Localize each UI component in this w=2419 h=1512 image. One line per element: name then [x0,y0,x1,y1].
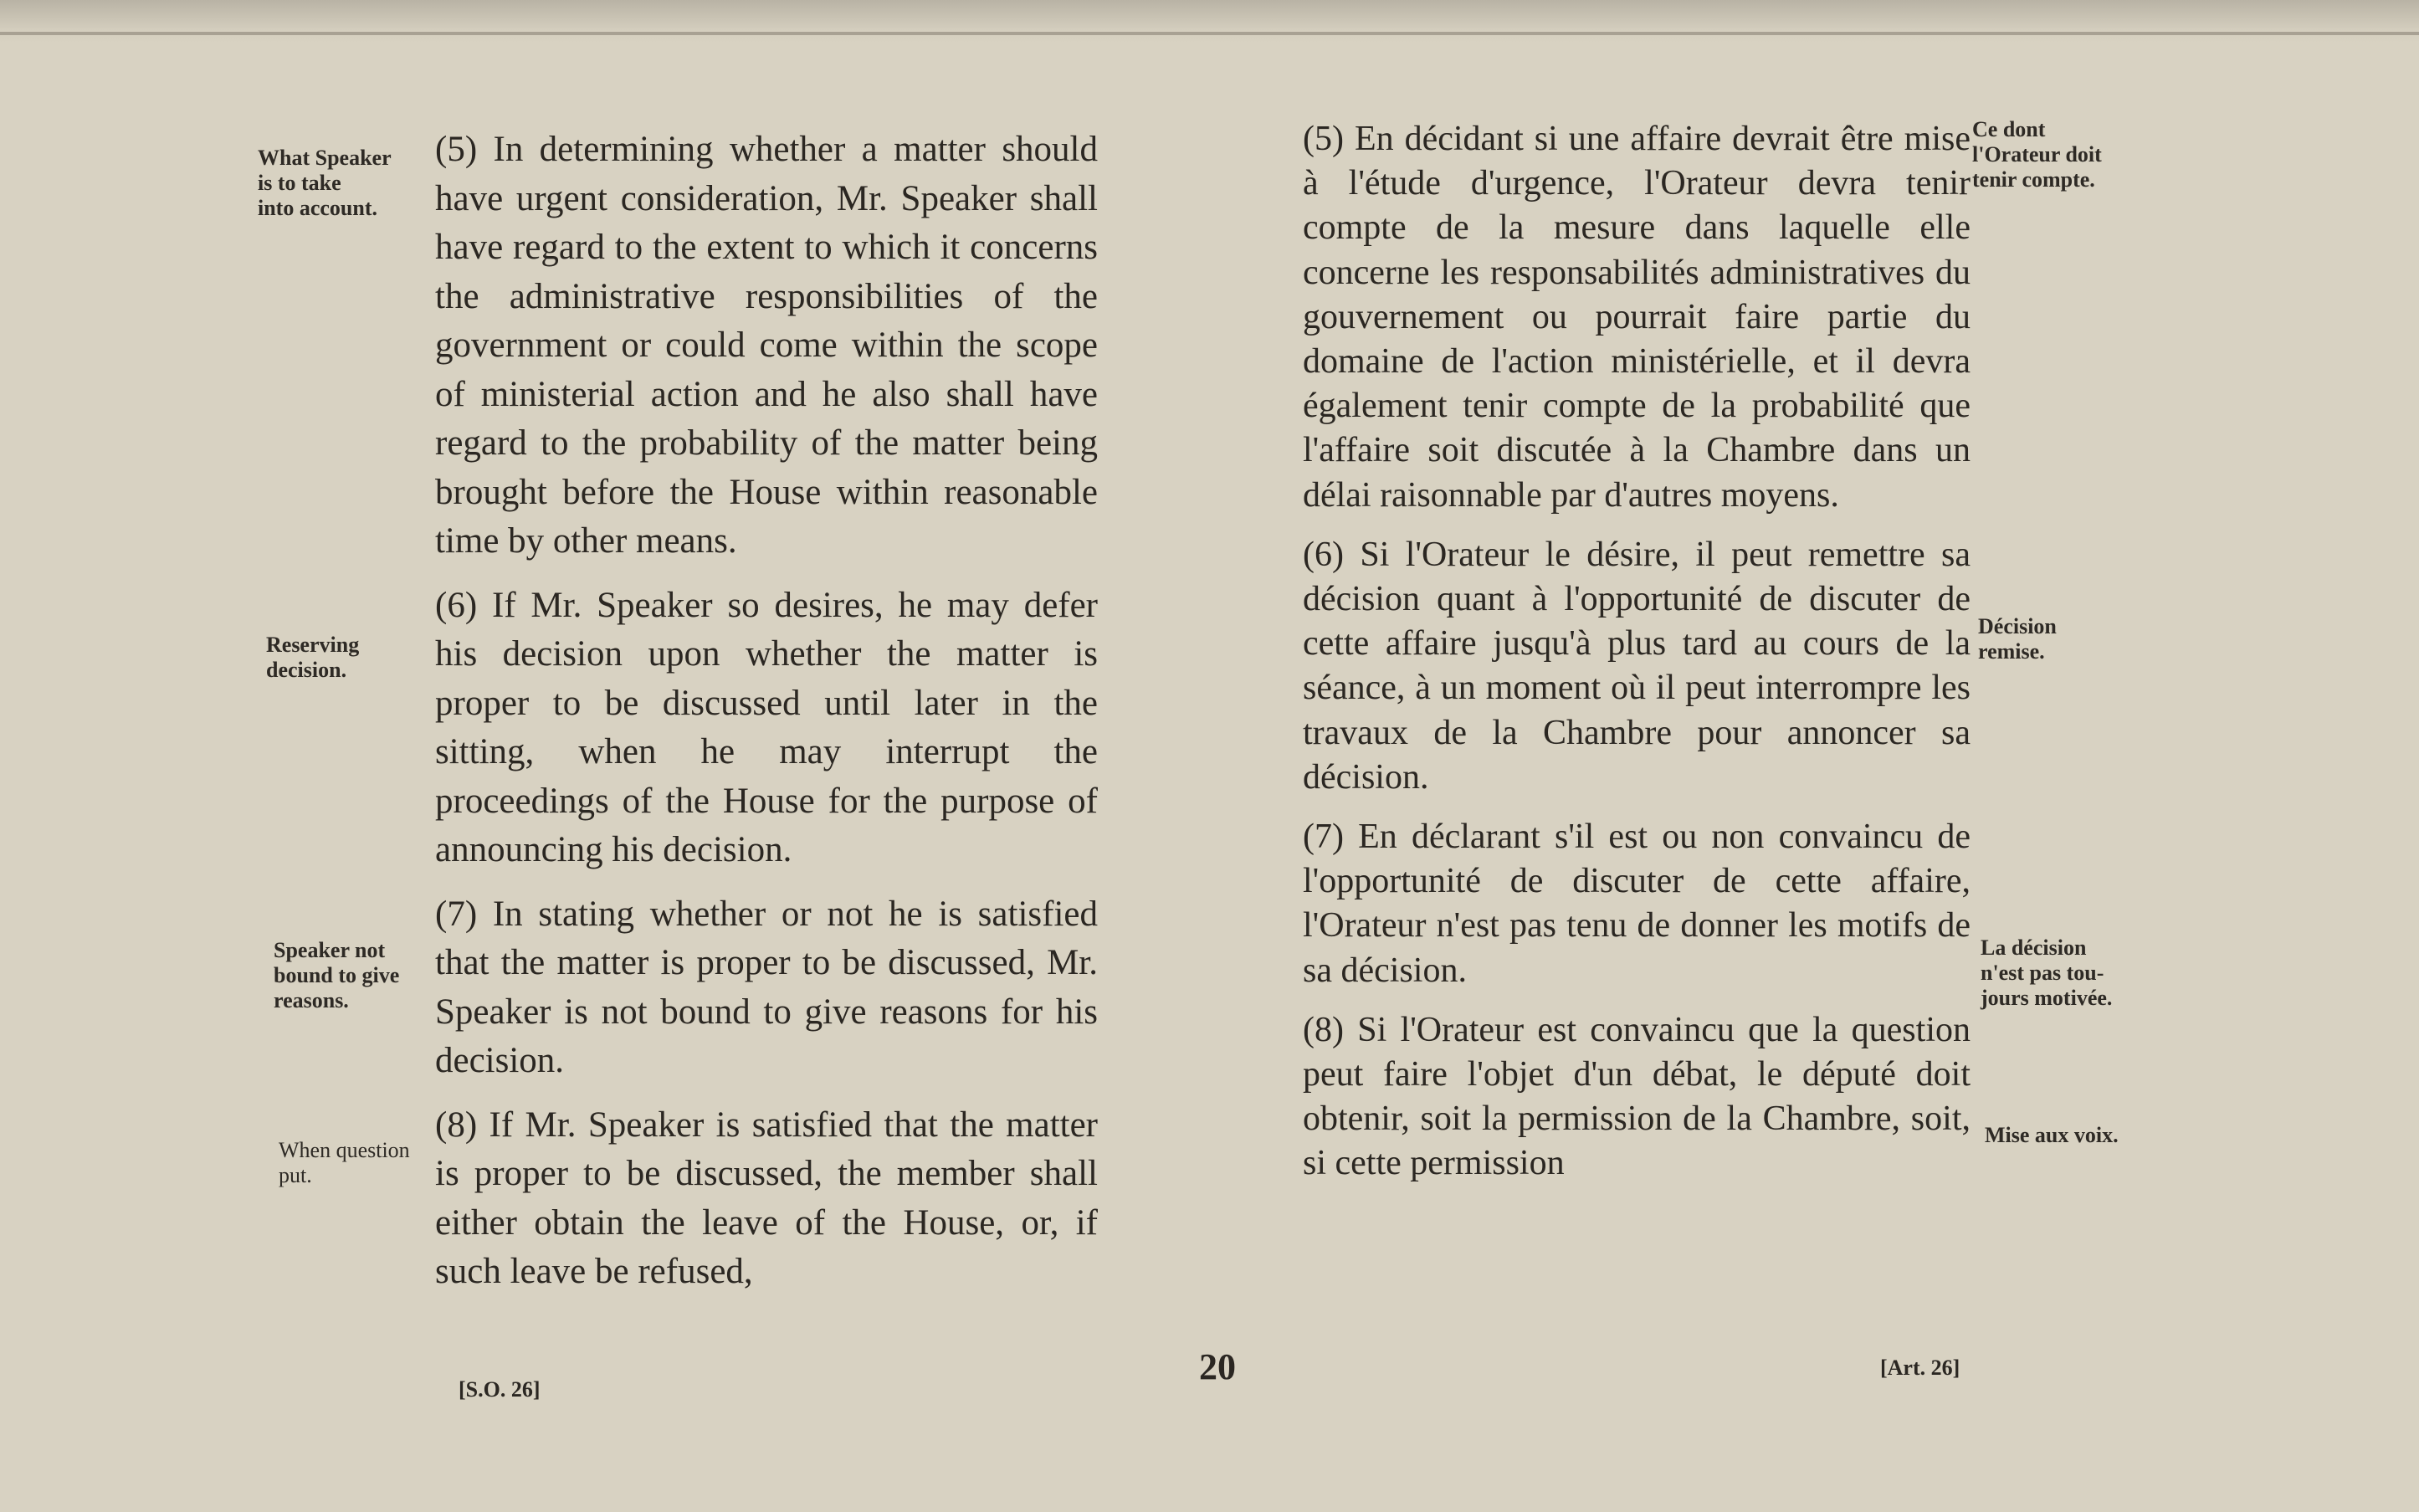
margin-note-fr-2: Décision remise. [1978,614,2057,664]
french-column [1303,117,1971,1202]
article-reference: [Art. 26] [1880,1356,1960,1380]
fr-paragraph-8: (8) Si l'Orateur est convaincu que la question peut faire l'objet d'un débat, le député doit obtenir, soit la permission de la Chambre, soit, si cette permission [1303,1010,1971,1183]
margin-note-en-4: When question put. [279,1138,410,1187]
margin-note-en-3: Speaker not bound to give reasons. [274,938,400,1012]
en-paragraph-5: (5) In determining whether a matter should have urgent consideration, Mr. Speaker shall have regard to the extent to which it concerns the administrative responsibilities of the government or could come within the scope of ministerial action and he also shall have regard to the probability of the matter being brought before the House within reasonable time by other means. [435,130,1098,561]
margin-note-en-2: Reserving decision. [266,633,360,682]
page-top-edge [0,0,2419,44]
margin-note-en-1: What Speaker is to take into account. [258,146,392,220]
page-number: 20 [1199,1346,1236,1387]
fr-paragraph-6: (6) Si l'Orateur le désire, il peut remettre sa décision quant à l'opportunité de discuter de cette affaire jusqu'à plus tard au cours de la séance, à un moment où il peut interrompre les travaux de la Chambre pour annoncer sa décision. [1303,535,1971,797]
margin-note-fr-1: Ce dont l'Orateur doit tenir compte. [1972,117,2102,192]
en-paragraph-7: (7) In stating whether or not he is satisfied that the matter is proper to be discussed, Mr. Speaker is not bound to give reasons for his decision. [435,894,1098,1080]
binding-shadow [0,32,2419,35]
english-column [435,126,1098,1312]
fr-paragraph-5: (5) En décidant si une affaire devrait être mise à l'étude d'urgence, l'Orateur devra tenir compte de la mesure dans laquelle elle concerne les responsabilités administratives du gouvernement ou pourrait faire partie du domaine de l'action ministérielle, et il devra également tenir compte de la probabilité que l'affaire soit discutée à la Chambre dans un délai raisonnable par d'autres moyens. [1303,120,1971,515]
en-paragraph-6: (6) If Mr. Speaker so desires, he may defer his decision upon whether the matter is proper to be discussed until later in the sitting, when he may interrupt the proceedings of the House for the purpose of announcing his decision. [435,585,1098,869]
standing-order-reference: [S.O. 26] [459,1377,541,1402]
margin-note-fr-4: Mise aux voix. [1985,1123,2119,1147]
margin-note-fr-3: La décision n'est pas tou- jours motivée. [1981,935,2113,1010]
fr-paragraph-7: (7) En déclarant s'il est ou non convaincu de l'opportunité de discuter de cette affaire, l'Orateur n'est pas tenu de donner les motifs de sa décision. [1303,818,1971,990]
en-paragraph-8: (8) If Mr. Speaker is satisfied that the matter is proper to be discussed, the member shall either obtain the leave of the House, or, if such leave be refused, [435,1105,1098,1291]
